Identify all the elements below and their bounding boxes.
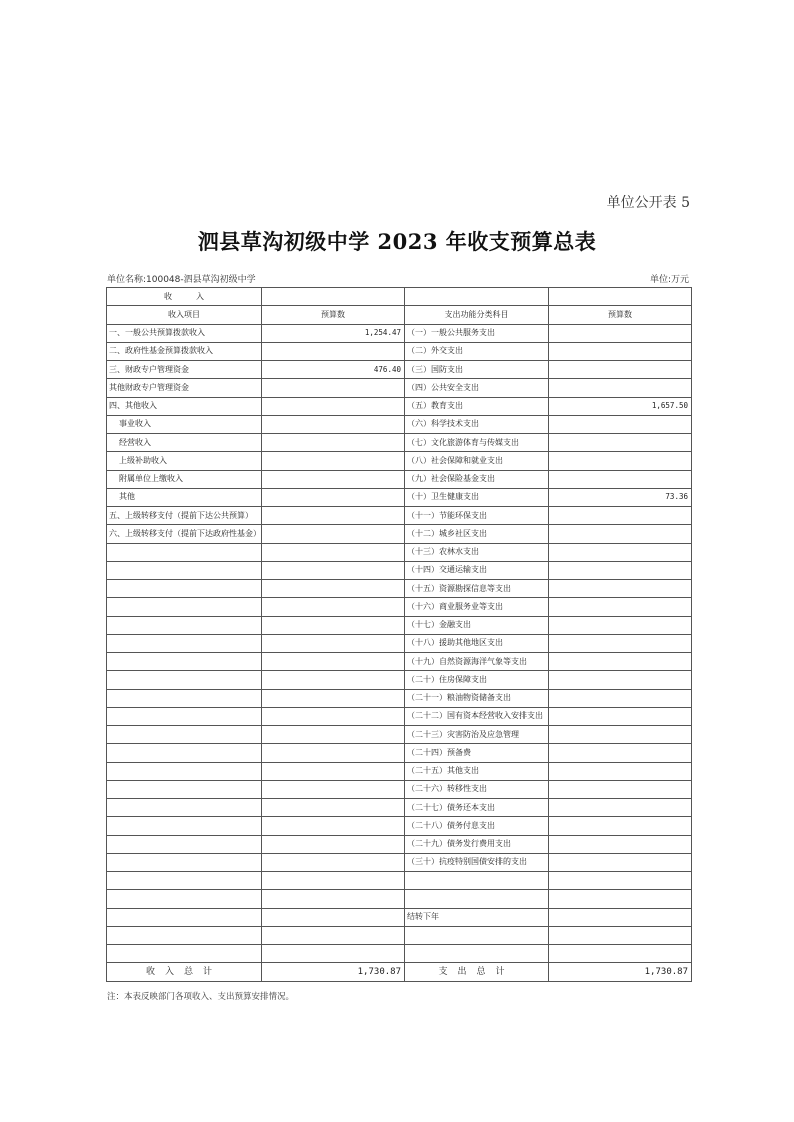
expense-total-label: 支出总计: [405, 963, 549, 981]
expense-budget-cell: [549, 616, 692, 634]
expense-budget-cell: [549, 726, 692, 744]
col-header-expense-budget: 预算数: [549, 306, 692, 324]
header-empty-cell: [549, 288, 692, 306]
expense-budget-cell: [549, 707, 692, 725]
expense-budget-cell: [549, 945, 692, 963]
income-budget-cell: [262, 525, 405, 543]
income-item-cell: [107, 543, 262, 561]
expense-item-cell: （二十二）国有资本经营收入安排支出: [405, 707, 549, 725]
table-row: [107, 543, 692, 561]
table-row: [107, 470, 692, 488]
expense-budget-cell: [549, 452, 692, 470]
expense-item-cell: （十九）自然资源海洋气象等支出: [405, 653, 549, 671]
expense-budget-cell: [549, 780, 692, 798]
income-item-cell: 五、上级转移支付（提前下达公共预算）: [107, 507, 262, 525]
income-budget-cell: 476.40: [262, 361, 405, 379]
table-row: [107, 707, 692, 725]
expense-item-cell: （七）文化旅游体育与传媒支出: [405, 434, 549, 452]
income-budget-cell: [262, 890, 405, 908]
expense-item-cell: （十三）农林水支出: [405, 543, 549, 561]
expense-budget-cell: 1,657.50: [549, 397, 692, 415]
expense-item-cell: （二十五）其他支出: [405, 762, 549, 780]
income-budget-cell: [262, 653, 405, 671]
expense-item-cell: （十五）资源勘探信息等支出: [405, 580, 549, 598]
expense-total-value: 1,730.87: [549, 963, 692, 981]
income-budget-cell: [262, 397, 405, 415]
table-row: [107, 762, 692, 780]
expense-item-cell: （十一）节能环保支出: [405, 507, 549, 525]
expense-budget-cell: [549, 525, 692, 543]
expense-item-cell: （十七）金融支出: [405, 616, 549, 634]
income-item-cell: [107, 817, 262, 835]
income-budget-cell: 1,254.47: [262, 324, 405, 342]
income-item-cell: [107, 945, 262, 963]
header-empty-cell: [262, 288, 405, 306]
income-item-cell: [107, 744, 262, 762]
income-item-cell: [107, 707, 262, 725]
expense-item-cell: （二十六）转移性支出: [405, 780, 549, 798]
table-row: [107, 634, 692, 652]
table-top-header-row: [107, 288, 692, 306]
expense-item-cell: （二十八）债务付息支出: [405, 817, 549, 835]
income-total-label: 收入总计: [107, 963, 262, 981]
income-budget-cell: [262, 434, 405, 452]
expense-item-cell: [405, 872, 549, 890]
expense-item-cell: （二十）住房保障支出: [405, 671, 549, 689]
table-row: [107, 397, 692, 415]
income-item-cell: [107, 689, 262, 707]
income-budget-cell: [262, 580, 405, 598]
expense-item-cell: （二十七）债务还本支出: [405, 799, 549, 817]
income-item-cell: [107, 890, 262, 908]
income-item-cell: [107, 616, 262, 634]
expense-budget-cell: [549, 653, 692, 671]
expense-budget-cell: [549, 470, 692, 488]
income-budget-cell: [262, 379, 405, 397]
expense-item-cell: [405, 926, 549, 944]
income-budget-cell: [262, 926, 405, 944]
table-row: [107, 744, 692, 762]
income-item-cell: 三、财政专户管理资金: [107, 361, 262, 379]
income-item-cell: [107, 634, 262, 652]
income-item-cell: 四、其他收入: [107, 397, 262, 415]
income-budget-cell: [262, 671, 405, 689]
expense-budget-cell: [549, 342, 692, 360]
expense-budget-cell: [549, 361, 692, 379]
income-budget-cell: [262, 872, 405, 890]
income-item-cell: [107, 726, 262, 744]
income-item-cell: [107, 762, 262, 780]
expense-item-cell: （一）一般公共服务支出: [405, 324, 549, 342]
income-item-cell: 上级补助收入: [107, 452, 262, 470]
income-budget-cell: [262, 945, 405, 963]
expense-budget-cell: [549, 434, 692, 452]
income-budget-cell: [262, 561, 405, 579]
expense-item-cell: （四）公共安全支出: [405, 379, 549, 397]
expense-budget-cell: [549, 415, 692, 433]
income-item-cell: 六、上级转移支付（提前下达政府性基金）: [107, 525, 262, 543]
table-row: [107, 926, 692, 944]
table-row: [107, 653, 692, 671]
expense-item-cell: [405, 945, 549, 963]
income-item-cell: [107, 853, 262, 871]
expense-budget-cell: [549, 324, 692, 342]
expense-item-cell: （十）卫生健康支出: [405, 488, 549, 506]
income-item-cell: 经营收入: [107, 434, 262, 452]
income-item-cell: [107, 835, 262, 853]
table-row: [107, 799, 692, 817]
table-row: [107, 853, 692, 871]
expense-budget-cell: [549, 853, 692, 871]
table-row: [107, 324, 692, 342]
expense-budget-cell: 73.36: [549, 488, 692, 506]
table-row: [107, 908, 692, 926]
income-item-cell: [107, 580, 262, 598]
income-item-cell: [107, 671, 262, 689]
table-row: [107, 598, 692, 616]
expense-item-cell: （二十四）预备费: [405, 744, 549, 762]
table-row: [107, 726, 692, 744]
expense-item-cell: （二十一）粮油物资储备支出: [405, 689, 549, 707]
expense-budget-cell: [549, 890, 692, 908]
income-budget-cell: [262, 507, 405, 525]
column-header-row: [107, 306, 692, 324]
income-item-cell: [107, 799, 262, 817]
income-budget-cell: [262, 616, 405, 634]
table-row: [107, 488, 692, 506]
table-row: [107, 342, 692, 360]
expense-budget-cell: [549, 634, 692, 652]
budget-table: [106, 287, 692, 982]
expense-item-cell: [405, 890, 549, 908]
total-row: [107, 963, 692, 981]
income-budget-cell: [262, 707, 405, 725]
income-item-cell: 一、一般公共预算拨款收入: [107, 324, 262, 342]
income-item-cell: 其他: [107, 488, 262, 506]
table-note: 注：本表反映部门各项收入、支出预算安排情况。: [107, 992, 295, 1002]
income-item-cell: [107, 780, 262, 798]
table-row: [107, 872, 692, 890]
table-row: [107, 525, 692, 543]
income-item-cell: [107, 908, 262, 926]
expense-item-cell: （九）社会保险基金支出: [405, 470, 549, 488]
expense-budget-cell: [549, 507, 692, 525]
expense-budget-cell: [549, 580, 692, 598]
expense-budget-cell: [549, 872, 692, 890]
income-total-value: 1,730.87: [262, 963, 405, 981]
income-budget-cell: [262, 780, 405, 798]
income-budget-cell: [262, 908, 405, 926]
expense-item-cell: （八）社会保障和就业支出: [405, 452, 549, 470]
unit-name: 单位名称:100048-泗县草沟初级中学: [107, 275, 256, 285]
income-item-cell: [107, 872, 262, 890]
expense-budget-cell: [549, 598, 692, 616]
expense-budget-cell: [549, 762, 692, 780]
table-row: [107, 671, 692, 689]
expense-budget-cell: [549, 543, 692, 561]
expense-budget-cell: [549, 379, 692, 397]
income-budget-cell: [262, 835, 405, 853]
col-header-income-budget: 预算数: [262, 306, 405, 324]
table-row: [107, 616, 692, 634]
income-budget-cell: [262, 415, 405, 433]
income-budget-cell: [262, 744, 405, 762]
table-row: [107, 689, 692, 707]
expense-budget-cell: [549, 835, 692, 853]
table-row: [107, 361, 692, 379]
table-row: [107, 817, 692, 835]
table-row: [107, 415, 692, 433]
header-empty-cell: [405, 288, 549, 306]
income-budget-cell: [262, 689, 405, 707]
expense-budget-cell: [549, 689, 692, 707]
expense-budget-cell: [549, 671, 692, 689]
income-budget-cell: [262, 853, 405, 871]
income-budget-cell: [262, 598, 405, 616]
expense-item-cell: （十八）援助其他地区支出: [405, 634, 549, 652]
income-budget-cell: [262, 543, 405, 561]
table-row: [107, 580, 692, 598]
expense-item-cell: （十二）城乡社区支出: [405, 525, 549, 543]
table-row: [107, 507, 692, 525]
income-item-cell: 其他财政专户管理资金: [107, 379, 262, 397]
expense-budget-cell: [549, 744, 692, 762]
expense-item-cell: （五）教育支出: [405, 397, 549, 415]
table-row: [107, 780, 692, 798]
expense-budget-cell: [549, 799, 692, 817]
table-row: [107, 890, 692, 908]
income-item-cell: [107, 561, 262, 579]
income-item-cell: [107, 598, 262, 616]
table-number: 单位公开表 5: [606, 195, 690, 211]
expense-budget-cell: [549, 908, 692, 926]
table-row: [107, 452, 692, 470]
income-budget-cell: [262, 342, 405, 360]
expense-item-cell: （十四）交通运输支出: [405, 561, 549, 579]
income-budget-cell: [262, 726, 405, 744]
income-item-cell: 二、政府性基金预算拨款收入: [107, 342, 262, 360]
income-item-cell: 事业收入: [107, 415, 262, 433]
expense-item-cell: （二）外交支出: [405, 342, 549, 360]
income-budget-cell: [262, 762, 405, 780]
unit-label: 单位:万元: [649, 275, 689, 285]
expense-item-cell: （二十九）债务发行费用支出: [405, 835, 549, 853]
income-item-cell: 附属单位上缴收入: [107, 470, 262, 488]
income-budget-cell: [262, 452, 405, 470]
expense-budget-cell: [549, 926, 692, 944]
income-budget-cell: [262, 634, 405, 652]
income-budget-cell: [262, 799, 405, 817]
expense-item-cell: （十六）商业服务业等支出: [405, 598, 549, 616]
expense-item-cell: （三）国防支出: [405, 361, 549, 379]
col-header-expense-item: 支出功能分类科目: [405, 306, 549, 324]
income-section-header: 收 入: [107, 288, 262, 306]
income-budget-cell: [262, 817, 405, 835]
table-row: [107, 379, 692, 397]
income-budget-cell: [262, 470, 405, 488]
table-row: [107, 835, 692, 853]
income-item-cell: [107, 926, 262, 944]
expense-item-cell: 结转下年: [405, 908, 549, 926]
table-row: [107, 434, 692, 452]
expense-budget-cell: [549, 817, 692, 835]
expense-item-cell: （三十）抗疫特别国债安排的支出: [405, 853, 549, 871]
income-budget-cell: [262, 488, 405, 506]
table-row: [107, 561, 692, 579]
expense-budget-cell: [549, 561, 692, 579]
col-header-income-item: 收入项目: [107, 306, 262, 324]
expense-item-cell: （六）科学技术支出: [405, 415, 549, 433]
table-row: [107, 945, 692, 963]
page-title: 泗县草沟初级中学 2023 年收支预算总表: [197, 229, 597, 254]
income-item-cell: [107, 653, 262, 671]
expense-item-cell: （二十三）灾害防治及应急管理: [405, 726, 549, 744]
